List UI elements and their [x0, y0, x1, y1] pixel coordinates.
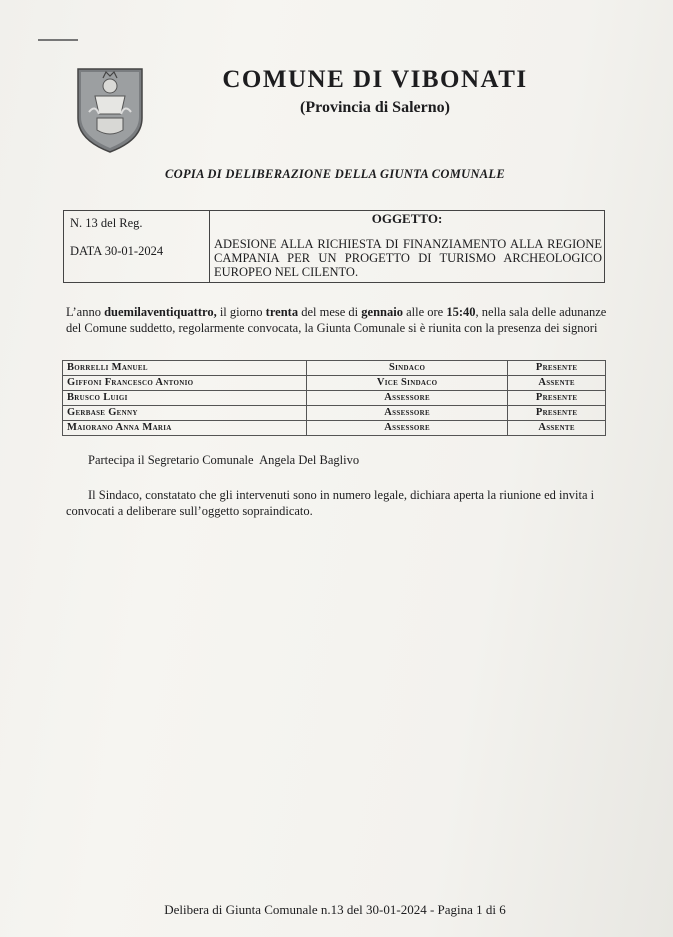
member-status: Presente [508, 406, 606, 421]
member-role: Vice Sindaco [307, 376, 508, 391]
province-subtitle: (Provincia di Salerno) [300, 99, 450, 116]
intro-text: il giorno [216, 305, 266, 319]
intro-month: gennaio [361, 305, 403, 319]
secretary-line: Partecipa il Segretario Comunale Angela Del Baglivo [88, 453, 360, 467]
registry-date: DATA 30-01-2024 [70, 244, 164, 258]
intro-text: , nella sala delle adunanze del Comune suddetto, regolarmente convocata, la Giunta Comunale si è riunita con la presenza dei signori [66, 305, 607, 335]
member-role: Assessore [307, 391, 508, 406]
member-name: Borrelli Manuel [63, 361, 307, 376]
document-title: COPIA DI DELIBERAZIONE DELLA GIUNTA COMUNALE [165, 167, 505, 181]
municipality-title: COMUNE DI VIBONATI [222, 66, 528, 93]
intro-text: del mese di [298, 305, 362, 319]
member-name: Maiorano Anna Maria [63, 421, 307, 436]
registry-number: N. 13 del Reg. [70, 216, 143, 230]
municipal-coat-of-arms-icon [75, 66, 145, 154]
member-role: Assessore [307, 406, 508, 421]
attendance-table [62, 360, 606, 436]
member-role: Assessore [307, 421, 508, 436]
intro-text: alle ore [402, 305, 447, 319]
table-row [63, 406, 606, 421]
registry-cell [64, 211, 210, 282]
intro-day: trenta [265, 305, 299, 319]
member-name: Gerbase Genny [63, 406, 307, 421]
member-name: Giffoni Francesco Antonio [63, 376, 307, 391]
subject-label: OGGETTO: [371, 211, 443, 226]
member-status: Assente [508, 421, 606, 436]
intro-year: duemilaventiquattro, [104, 305, 217, 319]
subject-text: ADESIONE ALLA RICHIESTA DI FINANZIAMENTO ALLA REGIONE CAMPANIA PER UN PROGETTO DI TURISMO ARCHEOLOGICO EUROPEO NEL CILENTO. [214, 237, 602, 279]
page-footer: Delibera di Giunta Comunale n.13 del 30-01-2024 - Pagina 1 di 6 [164, 902, 506, 917]
table-row [63, 376, 606, 391]
subject-box [63, 210, 605, 283]
member-status: Presente [508, 391, 606, 406]
mayor-text: Il Sindaco, constatato che gli intervenuti sono in numero legale, dichiara aperta la riunione ed invita i convocati a deliberare sull’oggetto sopraindicato. [66, 488, 595, 518]
table-row [63, 361, 606, 376]
table-row [63, 421, 606, 436]
member-name: Brusco Luigi [63, 391, 307, 406]
pen-mark [38, 39, 78, 41]
member-status: Presente [508, 361, 606, 376]
intro-time: 15:40 [446, 305, 476, 319]
mayor-paragraph [66, 487, 611, 519]
intro-text: L’anno [66, 305, 105, 319]
member-role: Sindaco [307, 361, 508, 376]
table-row [63, 391, 606, 406]
intro-paragraph [66, 304, 611, 336]
member-status: Assente [508, 376, 606, 391]
